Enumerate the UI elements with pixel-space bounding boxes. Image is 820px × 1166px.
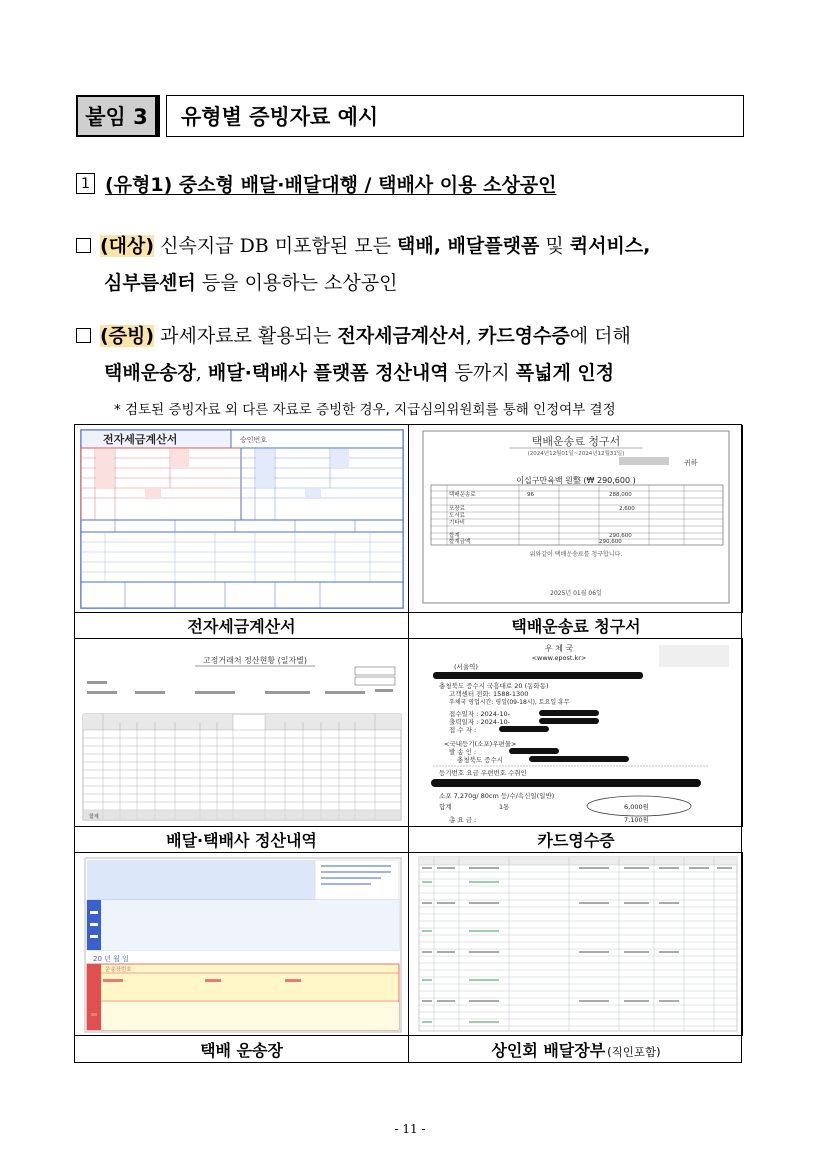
page-number: - 11 - xyxy=(394,1122,426,1136)
section-heading xyxy=(76,170,557,197)
bill-row-fee-amt: 288,000 xyxy=(609,492,632,498)
bill-sum: 합계 xyxy=(449,533,460,539)
target-paragraph xyxy=(76,228,650,302)
receipt-name: (서울역) xyxy=(454,663,478,671)
attachment-tag: 붙임 3 xyxy=(76,95,157,137)
checkbox-icon xyxy=(76,328,91,343)
bill-amount: 이십구만육백 원整 (₩ 290,600 ) xyxy=(516,476,636,485)
delivery-ledger-thumbnail xyxy=(409,853,743,1036)
bill-row-ship: 포장료 xyxy=(449,506,465,512)
waybill-number: 운송장번호 xyxy=(105,967,132,973)
evidence-text: 에 더해 xyxy=(569,325,631,347)
target-label: (대상) xyxy=(100,235,155,257)
evidence-paragraph xyxy=(76,318,631,392)
caption-waybill: 택배 운송장 xyxy=(75,1036,409,1063)
receipt-total-amount: 6,000원 xyxy=(624,803,649,811)
bill-row-etc2: 기타비 xyxy=(449,520,465,526)
receipt-columns: 등기번호 요금 우편번호 수취인 xyxy=(439,769,527,777)
evidence-strong: 카드영수증 xyxy=(477,325,570,347)
receipt-center: 고객센터 전화: 1588-1300 xyxy=(449,690,529,698)
bill-row-etc1: 도서료 xyxy=(449,513,465,519)
caption-ledger-main: 상인회 배달장부 xyxy=(491,1041,606,1060)
waybill-thumbnail xyxy=(75,853,409,1036)
evidence-text: 과세자료로 활용되는 xyxy=(154,325,338,347)
settlement-title: 고정거래처 정산현황 (일자별) xyxy=(202,656,308,665)
evidence-strong: 택배운송장 xyxy=(104,362,196,384)
evidence-label: (증빙) xyxy=(100,325,155,347)
settlement-total: 합계 xyxy=(89,814,99,820)
evidence-strong: 폭넓게 인정 xyxy=(515,362,615,384)
bill-sum-amt2: 290,600 xyxy=(599,539,622,545)
evidence-text: , xyxy=(465,325,478,347)
bill-sum-label2: 합계금액 xyxy=(449,539,471,545)
caption-ledger-note: (직인포함) xyxy=(607,1044,661,1059)
attachment-title xyxy=(76,95,744,137)
bill-row-fee: 택배운송료 xyxy=(449,492,476,498)
bill-period: (2024년12월01일~2024년12월31일) xyxy=(527,451,625,457)
caption-settlement: 배달·택배사 정산내역 xyxy=(75,827,409,853)
receipt-date2: 출력일자 : 2024-10- xyxy=(449,718,510,726)
evidence-text: , xyxy=(195,362,208,384)
receipt-domestic: <국내등기(소포)우편물> xyxy=(444,740,517,748)
settlement-thumbnail xyxy=(75,639,409,827)
target-text: 및 xyxy=(539,235,570,257)
evidence-strong: 전자세금계산서 xyxy=(337,325,466,347)
footnote: * 검토된 증빙자료 외 다른 자료로 증빙한 경우, 지급심의위원회를 통해 인정여부 결정 xyxy=(114,402,616,418)
target-strong: 심부름센터 xyxy=(104,272,196,294)
target-strong: 퀵서비스, xyxy=(569,235,651,257)
receipt-sender: 발 송 인 : xyxy=(449,748,477,756)
waybill-date: 20 년 월 일 xyxy=(93,955,129,963)
caption-card-receipt: 카드영수증 xyxy=(409,827,743,853)
receipt-date1: 접수일자 : 2024-10- xyxy=(449,710,510,718)
receipt-fee-amount: 7,100원 xyxy=(624,816,649,824)
evidence-strong: 배달·택배사 플랫폼 정산내역 xyxy=(207,362,449,384)
invoice-approval: 승인번호 xyxy=(240,436,268,444)
receipt-hours: 우체국 영업시간: 평일(09-18시), 토요일 휴무 xyxy=(449,699,570,706)
bill-row-ship-amt: 2,600 xyxy=(619,506,635,512)
target-text: 등을 이용하는 소상공인 xyxy=(195,272,398,294)
section-title: (유형1) 중소형 배달·배달대행 / 택배사 이용 소상공인 xyxy=(105,174,557,196)
checkbox-icon xyxy=(76,238,91,253)
receipt-address: 충청북도 증수시 국흥대로 20 (동화동) xyxy=(439,682,549,690)
invoice-title: 전자세금계산서 xyxy=(103,433,178,446)
bill-title: 택배운송료 청구서 xyxy=(531,435,621,448)
delivery-bill-thumbnail xyxy=(409,425,743,613)
receipt-fee: 총 요 금 : xyxy=(449,816,477,824)
bill-sum-amt: 290,600 xyxy=(609,533,632,539)
caption-ledger xyxy=(409,1036,743,1063)
card-receipt-thumbnail xyxy=(409,639,743,827)
receipt-org: 우 체 국 xyxy=(544,644,574,653)
invoice-thumbnail xyxy=(75,425,409,613)
receipt-item: 소포 7,270g/ 80cm 등/수/속신일(일반) xyxy=(439,792,555,800)
evidence-text: 등까지 xyxy=(448,362,516,384)
target-strong: 택배, 배달플랫폼 xyxy=(397,235,540,257)
receipt-url: <www.epost.kr> xyxy=(531,654,587,662)
bill-request: 위와같이 택배운송료를 청구합니다. xyxy=(529,551,623,558)
receipt-total-label: 합계 xyxy=(439,803,452,811)
evidence-grid xyxy=(74,424,742,1063)
receipt-total-qty: 1통 xyxy=(499,803,510,811)
bill-row-fee-qty: 96 xyxy=(527,492,534,498)
receipt-region: 충청북도 증수시 xyxy=(457,756,504,764)
bill-date: 2025년 01월 06일 xyxy=(550,590,602,597)
bill-to: 귀하 xyxy=(684,459,698,467)
caption-delivery-bill: 택배운송료 청구서 xyxy=(409,613,743,639)
attachment-heading: 유형별 증빙자료 예시 xyxy=(166,95,744,137)
target-text: 신속지급 DB 미포함된 모든 xyxy=(154,235,398,257)
section-number: 1 xyxy=(76,173,95,194)
receipt-operator: 접 수 자 : xyxy=(449,726,477,734)
caption-invoice: 전자세금계산서 xyxy=(75,613,409,639)
